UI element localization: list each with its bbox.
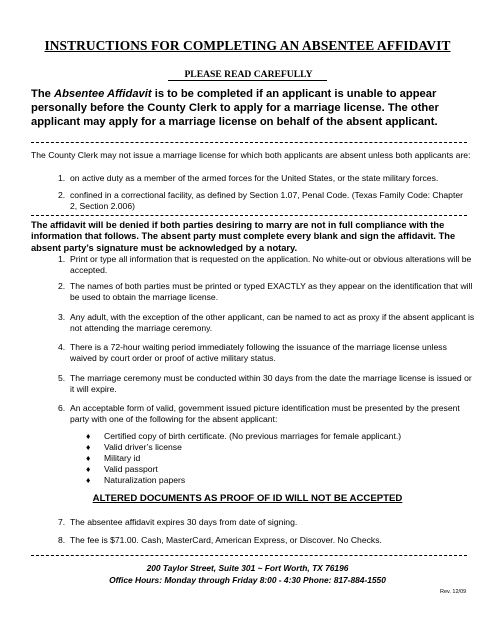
absent-reason-text: on active duty as a member of the armed forces for the United States, or the state military forces. <box>70 173 439 183</box>
rule-number: 7. <box>58 517 66 527</box>
absent-reason-number: 2. <box>58 190 66 200</box>
clerk-note: The County Clerk may not issue a marriage license for which both applicants are absent unless both applicants are: <box>31 150 471 160</box>
id-option <box>86 442 401 453</box>
rule-text: The marriage ceremony must be conducted within 30 days from the date the marriage license is issued or it will expire. <box>70 373 472 394</box>
id-option <box>86 431 401 442</box>
dashed-divider-middle <box>31 215 467 216</box>
diamond-bullet-icon: ♦ <box>86 442 91 452</box>
intro-text-start: The <box>31 88 54 100</box>
id-option-text: Valid passport <box>104 464 158 474</box>
rule-number: 1. <box>58 254 66 264</box>
intro-text-end: is to be completed if an applicant is unable to appear personally before the County Clerk to apply for a marriage license. The other applicant may apply for a marriage license on behalf of the absent applicant. <box>31 88 439 128</box>
absent-reason-number: 1. <box>58 173 66 183</box>
id-options-list <box>86 431 401 486</box>
id-option-text: Naturalization papers <box>104 475 186 485</box>
denial-warning: The affidavit will be denied if both parties desiring to marry are not in full compliance with the information that follows. The absent party must complete every blank and sign the affidavit. The absent party’s signature must be acknowledged by a notary. <box>31 220 456 253</box>
diamond-bullet-icon: ♦ <box>86 464 91 474</box>
diamond-bullet-icon: ♦ <box>86 431 91 441</box>
subtitle-text: PLEASE READ CAREFULLY <box>168 69 326 81</box>
altered-documents-notice: ALTERED DOCUMENTS AS PROOF OF ID WILL NOT BE ACCEPTED <box>92 493 403 504</box>
rule-number: 3. <box>58 312 66 322</box>
rule-number: 5. <box>58 373 66 383</box>
diamond-bullet-icon: ♦ <box>86 475 91 485</box>
intro-paragraph <box>31 87 467 129</box>
rule-text: Print or type all information that is requested on the application. No white-out or obvious alterations will be accepted. <box>70 254 472 275</box>
rule-text: Any adult, with the exception of the other applicant, can be named to act as proxy if the absent applicant is not attending the marriage ceremony. <box>70 312 475 333</box>
rule-text: The absentee affidavit expires 30 days from date of signing. <box>70 517 298 527</box>
rule-text: The fee is $71.00. Cash, MasterCard, American Express, or Discover. No Checks. <box>70 535 382 545</box>
diamond-bullet-icon: ♦ <box>86 453 91 463</box>
rule-number: 4. <box>58 342 66 352</box>
dashed-divider-bottom <box>31 555 467 556</box>
footer-address: 200 Taylor Street, Suite 301 ~ Fort Worth, TX 76196 <box>146 563 349 573</box>
absent-reason-text: confined in a correctional facility, as defined by Section 1.07, Penal Code. (Texas Family Code: Chapter 2, Section 2.006) <box>70 190 463 211</box>
intro-emphasis: Absentee Affidavit <box>54 88 152 100</box>
id-option-text: Valid driver’s license <box>104 442 182 452</box>
id-option <box>86 475 401 486</box>
rule-number: 2. <box>58 281 66 291</box>
rule-text: There is a 72-hour waiting period immediately following the issuance of the marriage license unless waived by court order or proof of active military status. <box>70 342 447 363</box>
id-option <box>86 464 401 475</box>
page-title: INSTRUCTIONS FOR COMPLETING AN ABSENTEE AFFIDAVIT <box>44 38 451 53</box>
id-option <box>86 453 401 464</box>
rule-number: 6. <box>58 403 66 413</box>
rule-text: The names of both parties must be printed or typed EXACTLY as they appear on the identification that will be used to obtain the marriage license. <box>70 281 473 302</box>
dashed-divider-top <box>31 142 467 143</box>
id-option-text: Military id <box>104 453 141 463</box>
rule-text: An acceptable form of valid, government issued picture identification must be presented by the present party with one of the following for the absent applicant: <box>70 403 460 424</box>
revision-label: Rev. 12/09 <box>440 589 467 595</box>
id-option-text: Certified copy of birth certificate. (No previous marriages for female applicant.) <box>104 431 402 441</box>
footer-hours: Office Hours: Monday through Friday 8:00 - 4:30 Phone: 817-884-1550 <box>109 575 386 585</box>
rule-number: 8. <box>58 535 66 545</box>
subtitle <box>0 69 495 80</box>
